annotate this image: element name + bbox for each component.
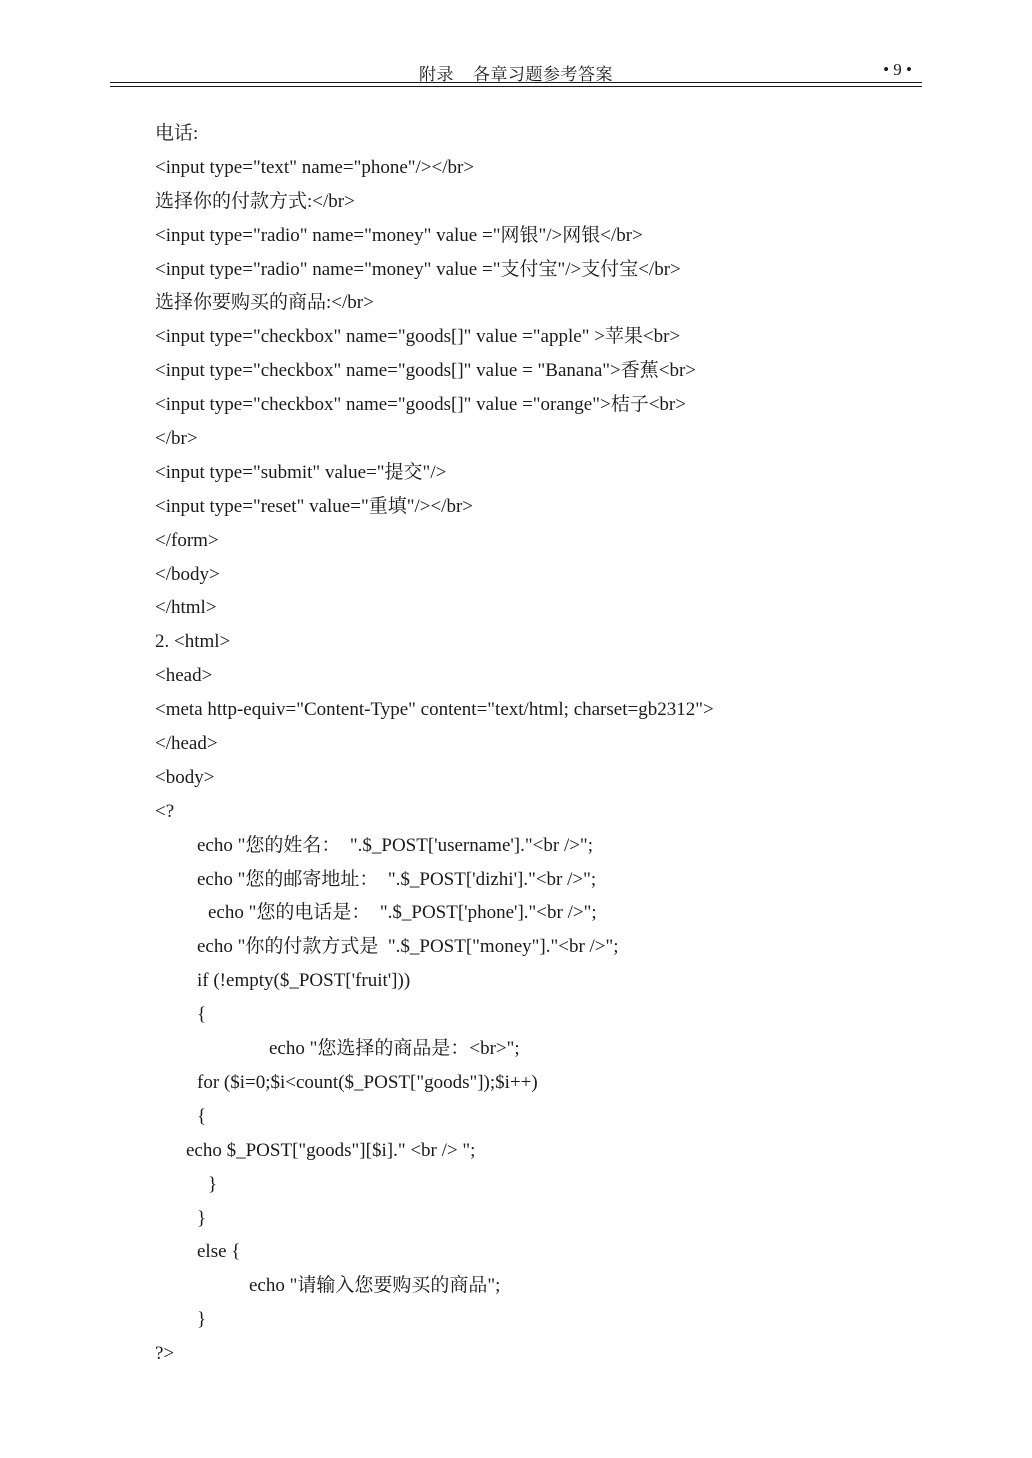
code-line: echo "您的电话是： ".$_POST['phone']."<br />"; xyxy=(208,902,597,924)
code-line: echo "您选择的商品是：<br>"; xyxy=(269,1038,520,1060)
code-line: else { xyxy=(197,1241,241,1263)
code-line: 2. <html> xyxy=(155,631,231,653)
code-line: for ($i=0;$i<count($_POST["goods"]);$i++) xyxy=(197,1071,538,1093)
code-line: <input type="checkbox" name="goods[]" value ="apple" >苹果<br> xyxy=(155,326,681,348)
code-line: </html> xyxy=(155,597,217,619)
code-line: } xyxy=(197,1207,207,1229)
code-line: <input type="reset" value="重填"/></br> xyxy=(155,495,473,517)
code-listing xyxy=(155,117,935,1371)
code-line: <meta http-equiv="Content-Type" content="text/html; charset=gb2312"> xyxy=(155,699,714,721)
code-line: echo "您的邮寄地址： ".$_POST['dizhi']."<br />"; xyxy=(197,868,597,890)
code-line: <input type="radio" name="money" value ="网银"/>网银</br> xyxy=(155,224,643,246)
page-number: • 9 • xyxy=(883,60,912,79)
code-line: <input type="radio" name="money" value ="支付宝"/>支付宝</br> xyxy=(155,258,681,280)
code-line: echo $_POST["goods"][$i]." <br /> "; xyxy=(186,1139,476,1161)
code-line: { xyxy=(197,1004,207,1026)
code-line: </head> xyxy=(155,733,218,755)
code-line: <? xyxy=(155,800,175,822)
code-line: <input type="checkbox" name="goods[]" value ="orange">桔子<br> xyxy=(155,394,686,416)
running-header-title: 附录 各章习题参考答案 xyxy=(419,65,613,84)
code-line: echo "您的姓名： ".$_POST['username']."<br />"; xyxy=(197,834,593,856)
code-line: } xyxy=(197,1309,207,1331)
page-header xyxy=(110,58,922,84)
code-line: ?> xyxy=(155,1343,175,1365)
code-line: 选择你的付款方式:</br> xyxy=(155,190,355,212)
code-line: 电话: xyxy=(155,123,199,144)
code-line: </form> xyxy=(155,529,219,551)
code-line: <body> xyxy=(155,766,215,788)
code-line: <input type="checkbox" name="goods[]" value = "Banana">香蕉<br> xyxy=(155,360,696,382)
code-line: echo "你的付款方式是 ".$_POST["money"]."<br />"; xyxy=(197,936,619,958)
code-line: </br> xyxy=(155,428,198,450)
header-rule-thick xyxy=(110,82,922,83)
code-line: <head> xyxy=(155,665,213,687)
code-line: echo "请输入您要购买的商品"; xyxy=(249,1275,501,1297)
code-line: 选择你要购买的商品:</br> xyxy=(155,292,374,314)
code-line: <input type="text" name="phone"/></br> xyxy=(155,156,475,178)
code-line: } xyxy=(208,1173,218,1195)
code-line: { xyxy=(197,1105,207,1127)
code-line: <input type="submit" value="提交"/> xyxy=(155,461,447,483)
code-line: if (!empty($_POST['fruit'])) xyxy=(197,970,411,992)
code-line: </body> xyxy=(155,563,220,585)
header-rule-thin xyxy=(110,86,922,87)
